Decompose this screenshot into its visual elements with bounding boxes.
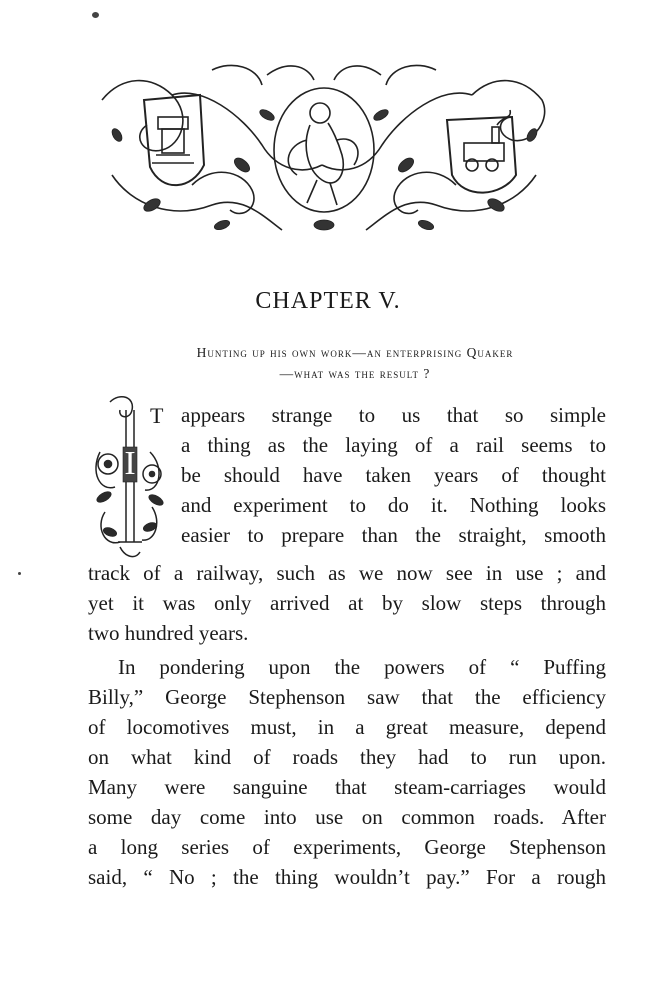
- text-line: yet it was only arrived at by slow steps through: [88, 591, 606, 615]
- text-line: of locomotives must, in a great measure, depend: [88, 715, 606, 739]
- ornamental-headpiece: [92, 55, 556, 240]
- text-line: Many were sanguine that steam-carriages would: [88, 775, 606, 799]
- subtitle-line: —what was the result ?: [279, 366, 431, 381]
- text-line: easier to prepare than the straight, smooth: [181, 523, 606, 547]
- text-line: Billy,” George Stephenson saw that the efficiency: [88, 685, 606, 709]
- text-line: track of a railway, such as we now see in use ; and: [88, 561, 606, 585]
- text-line: be should have taken years of thought: [181, 463, 606, 487]
- subtitle-line: Hunting up his own work—an enterprising Quaker: [196, 345, 514, 360]
- ink-speck: [92, 12, 99, 18]
- ink-speck: [18, 572, 21, 575]
- text-line: a long series of experiments, George Stephenson: [88, 835, 606, 859]
- text-line: some day come into use on common roads. After: [88, 805, 606, 829]
- text-line: a thing as the laying of a rail seems to: [181, 433, 606, 457]
- chapter-title: CHAPTER V.: [255, 288, 401, 314]
- drop-cap-continuation: T: [150, 403, 164, 428]
- text-line: and experiment to do it. Nothing looks: [181, 493, 606, 517]
- text-line: said, “ No ; the thing wouldn’t pay.” For a rough: [88, 865, 606, 889]
- text-line: appears strange to us that so simple: [181, 403, 606, 427]
- chapter-subtitle: [85, 342, 625, 384]
- text-line: on what kind of roads they had to run upon.: [88, 745, 606, 769]
- text-line: In pondering upon the powers of “ Puffing: [118, 655, 606, 679]
- drop-cap-letter: I: [124, 445, 136, 482]
- text-line: two hundred years.: [88, 621, 249, 645]
